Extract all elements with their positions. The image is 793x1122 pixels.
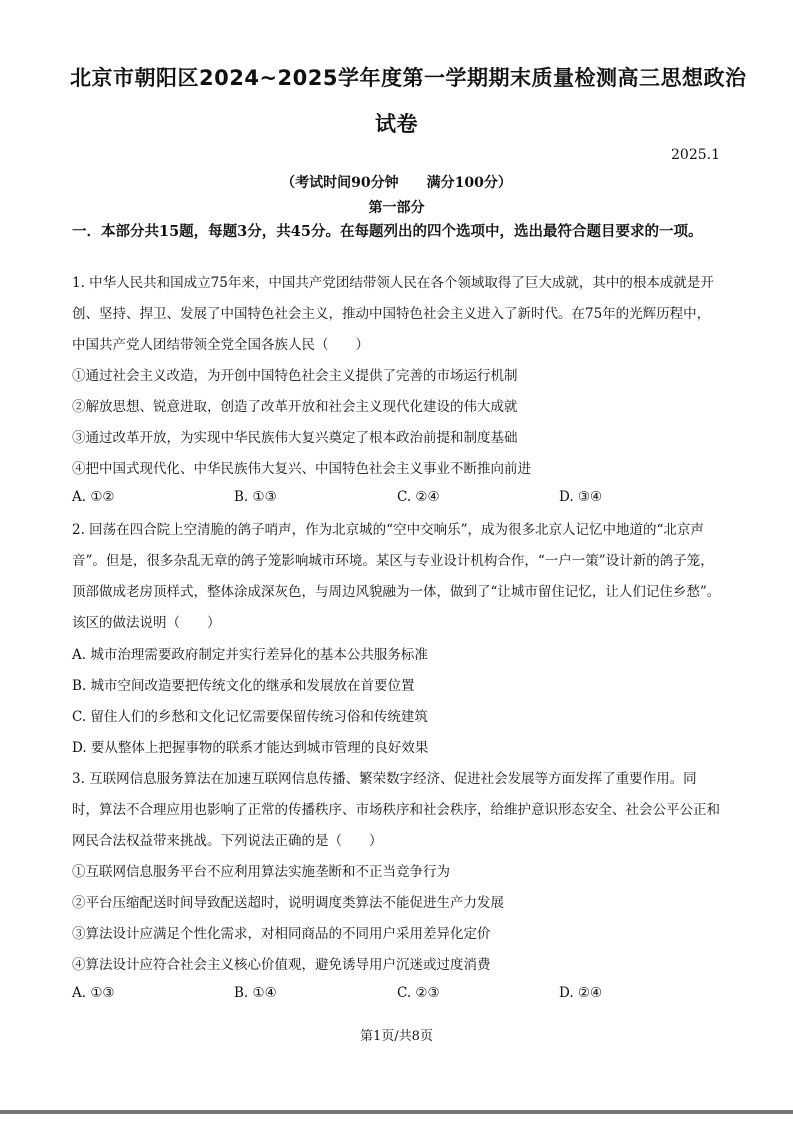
question-3-statement-3: ③算法设计应满足个性化需求，对相同商品的不同用户采用差异化定价 (72, 926, 491, 942)
question-3-stem: 3. 互联网信息服务算法在加速互联网信息传播、繁荣数字经济、促进社会发展等方面发挥了重要作用。同时，算法不合理应用也影响了正常的传播秩序、市场秩序和社会秩序，给维护意识形态安全、社会公平公正和网民合法权益带来挑战。下列说法正确的是（ ） (72, 771, 720, 849)
exam-date: 2025.1 (671, 147, 720, 163)
question-2-option-b[interactable]: B. 城市空间改造要把传统文化的继承和发展放在首要位置 (72, 678, 415, 694)
question-1-options (72, 489, 722, 515)
exam-time-info: （考试时间90分钟 满分100分） (281, 175, 512, 191)
part-heading: 第一部分 (368, 200, 425, 216)
question-3-statement-4: ④算法设计应符合社会主义核心价值观，避免诱导用户沉迷或过度消费 (72, 957, 491, 973)
question-1-statement-2: ②解放思想、锐意进取，创造了改革开放和社会主义现代化建设的伟大成就 (72, 399, 518, 415)
question-1-statement-4: ④把中国式现代化、中华民族伟大复兴、中国特色社会主义事业不断推向前进 (72, 461, 531, 477)
question-1-statement-3: ③通过改革开放，为实现中华民族伟大复兴奠定了根本政治前提和制度基础 (72, 430, 518, 446)
question-1-statement-1: ①通过社会主义改造，为开创中国特色社会主义提供了完善的市场运行机制 (72, 368, 518, 384)
question-2-option-c[interactable]: C. 留住人们的乡愁和文化记忆需要保留传统习俗和传统建筑 (72, 709, 428, 725)
exam-title-line1: 北京市朝阳区2024~2025学年度第一学期期末质量检测高三思想政治 (70, 66, 747, 90)
question-3-option-a[interactable]: A. ①③ (72, 985, 115, 1001)
question-1-option-b[interactable]: B. ①③ (234, 489, 277, 505)
exam-title-line2: 试卷 (375, 112, 418, 136)
question-1-stem: 1. 中华人民共和国成立75年来，中国共产党团结带领人民在各个领域取得了巨大成就，其中的根本成就是开创、坚持、捍卫、发展了中国特色社会主义，推动中国特色社会主义进入了新时代。在75年的光辉历程中，中国共产党人团结带领全党全国各族人民（ ） (72, 275, 714, 353)
question-3-statement-2: ②平台压缩配送时间导致配送超时，说明调度类算法不能促进生产力发展 (72, 895, 504, 911)
question-1-option-c[interactable]: C. ②④ (397, 489, 440, 505)
question-3-options (72, 985, 722, 1011)
question-2-option-a[interactable]: A. 城市治理需要政府制定并实行差异化的基本公共服务标准 (72, 647, 428, 663)
question-2-option-d[interactable]: D. 要从整体上把握事物的联系才能达到城市管理的良好效果 (72, 740, 429, 756)
question-3-statement-1: ①互联网信息服务平台不应利用算法实施垄断和不正当竞争行为 (72, 864, 450, 880)
page-number: 第1页/共8页 (360, 1029, 433, 1044)
question-1-option-a[interactable]: A. ①② (72, 489, 115, 505)
question-2-stem: 2. 回荡在四合院上空清脆的鸽子哨声，作为北京城的“空中交响乐”，成为很多北京人记忆中地道的“北京声音”。但是，很多杂乱无章的鸽子笼影响城市环境。某区与专业设计机构合作，“一户一策”设计新的鸽子笼，顶部做成老房顶样式，整体涂成深灰色，与周边风貌融为一体，做到了“让城市留住记忆，让人们记住乡愁”。该区的做法说明（ ） (72, 522, 721, 631)
question-1-option-d[interactable]: D. ③④ (559, 489, 603, 505)
section-instructions: 一．本部分共15题，每题3分，共45分。在每题列出的四个选项中，选出最符合题目要求的一项。 (72, 223, 703, 240)
question-3-option-b[interactable]: B. ①④ (234, 985, 277, 1001)
question-3-option-c[interactable]: C. ②③ (397, 985, 440, 1001)
bottom-divider (0, 1110, 793, 1114)
question-3-option-d[interactable]: D. ②④ (559, 985, 603, 1001)
